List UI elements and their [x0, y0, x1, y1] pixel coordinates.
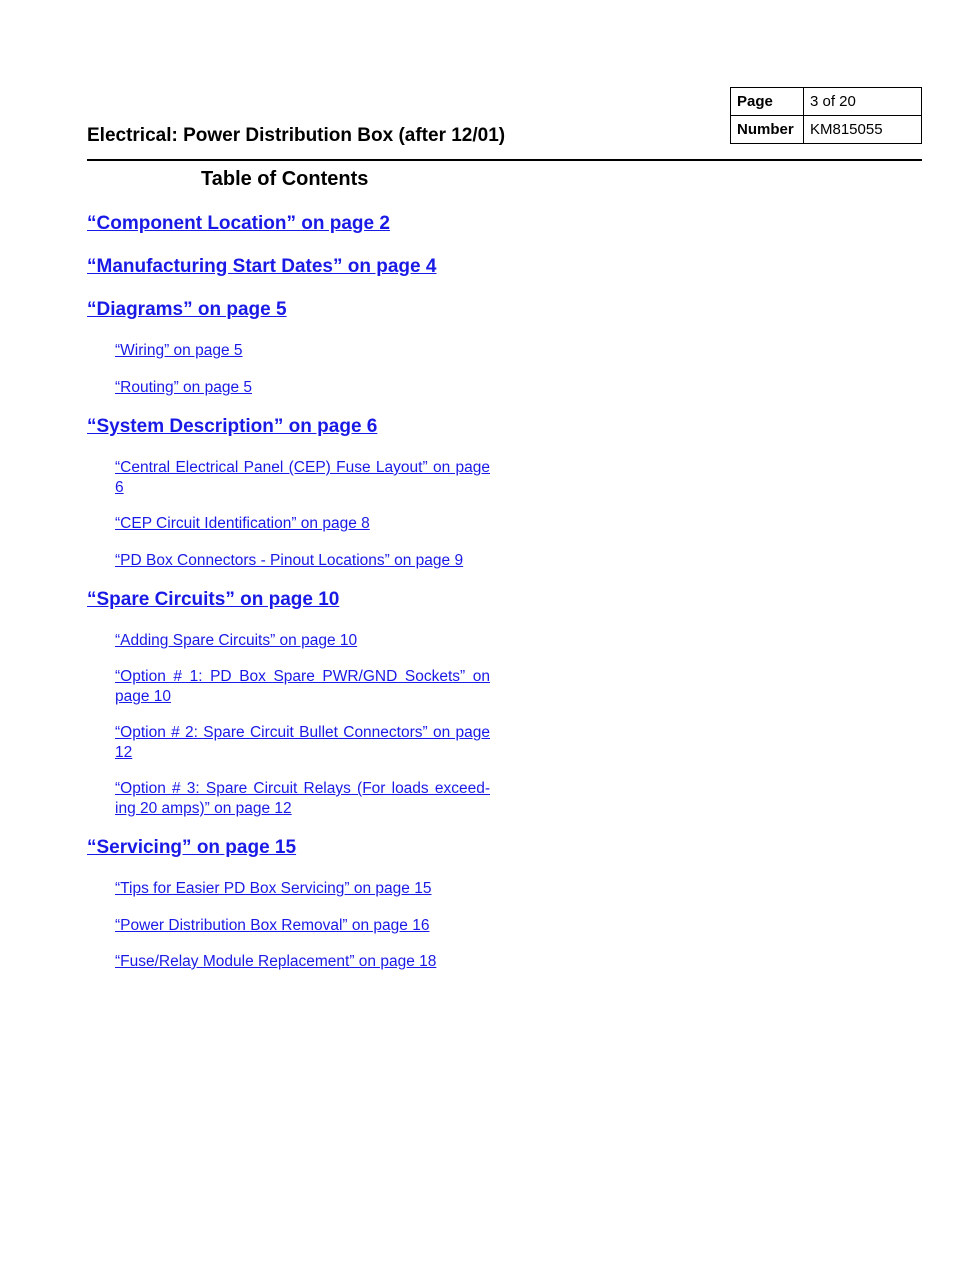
toc-link-fuse-relay-module-replacement[interactable]: “Fuse/Relay Module Replacement” on page 18: [115, 953, 437, 970]
toc-link-diagrams[interactable]: “Diagrams” on page 5: [87, 299, 287, 320]
toc-subitem: [115, 631, 490, 651]
number-value: KM815055: [804, 116, 922, 144]
toc-subitem: [115, 341, 490, 361]
toc-subitem: [115, 916, 490, 936]
toc-link-option-1[interactable]: “Option # 1: PD Box Spare PWR/GND Sockets” on page 10: [115, 668, 490, 705]
toc-link-cep-fuse-layout[interactable]: “Central Electrical Panel (CEP) Fuse Layout” on page 6: [115, 459, 490, 496]
toc-link-wiring[interactable]: “Wiring” on page 5: [115, 342, 243, 359]
toc-subitem: [115, 378, 490, 398]
page-label: Page: [731, 88, 804, 116]
document-title: Electrical: Power Distribution Box (after 12/01): [87, 125, 506, 146]
number-label: Number: [731, 116, 804, 144]
toc-subitem: [115, 551, 490, 571]
toc-link-adding-spare-circuits[interactable]: “Adding Spare Circuits” on page 10: [115, 632, 358, 649]
toc-link-routing[interactable]: “Routing” on page 5: [115, 379, 253, 396]
toc-heading: Table of Contents: [201, 168, 369, 190]
page-info-table: [730, 87, 922, 144]
page-value: 3 of 20: [804, 88, 922, 116]
page-row: [731, 88, 922, 116]
toc-link-option-3[interactable]: “Option # 3: Spare Circuit Relays (For loads exceed-ing 20 amps)” on page 12: [115, 780, 490, 817]
toc-link-manufacturing-start-dates[interactable]: “Manufacturing Start Dates” on page 4: [87, 256, 437, 277]
toc-subitem: [115, 458, 490, 498]
toc-link-system-description[interactable]: “System Description” on page 6: [87, 416, 378, 437]
toc-subitem: [115, 779, 490, 819]
toc-link-pd-box-removal[interactable]: “Power Distribution Box Removal” on page 16: [115, 917, 430, 934]
number-row: [731, 116, 922, 144]
toc-subitem: [115, 667, 490, 707]
toc-link-option-2[interactable]: “Option # 2: Spare Circuit Bullet Connectors” on page 12: [115, 724, 490, 761]
toc-link-tips-pd-box-servicing[interactable]: “Tips for Easier PD Box Servicing” on page 15: [115, 880, 432, 897]
toc-subitem: [115, 723, 490, 763]
toc-link-spare-circuits[interactable]: “Spare Circuits” on page 10: [87, 589, 340, 610]
header-divider: [87, 159, 922, 161]
toc-link-component-location[interactable]: “Component Location” on page 2: [87, 213, 390, 234]
toc-subitem: [115, 879, 490, 899]
toc-link-pd-box-connectors[interactable]: “PD Box Connectors - Pinout Locations” on page 9: [115, 552, 464, 569]
toc-link-servicing[interactable]: “Servicing” on page 15: [87, 837, 297, 858]
toc-link-cep-circuit-identification[interactable]: “CEP Circuit Identification” on page 8: [115, 515, 370, 532]
toc-subitem: [115, 952, 490, 972]
toc-subitem: [115, 514, 490, 534]
